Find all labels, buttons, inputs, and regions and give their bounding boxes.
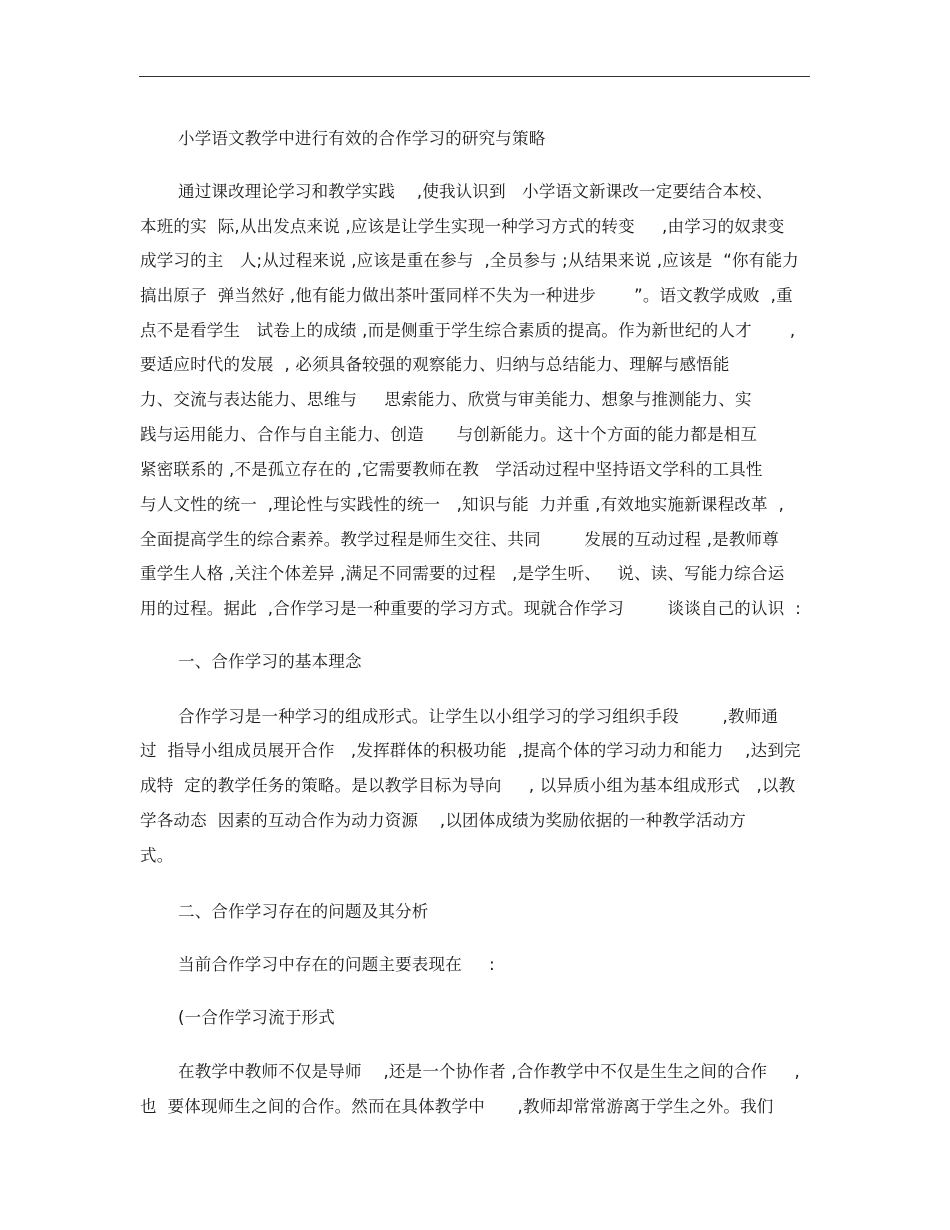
intro-line: 本班的实 际,从出发点来说 ,应该是让学生实现一种学习方式的转变 ,由学习的奴隶变 bbox=[140, 217, 785, 236]
intro-line: 通过课改理论学习和教学实践 ,使我认识到 小学语文新课改一定要结合本校、 bbox=[178, 182, 773, 201]
intro-line: 践与运用能力、合作与自主能力、创造 与创新能力。这十个方面的能力都是相互 bbox=[140, 425, 758, 444]
section1-line: 学各动态 因素的互动合作为动力资源 ,以团体成绩为奖励依据的一种教学活动方 bbox=[140, 811, 746, 830]
subsection-heading: (一合作学习流于形式 bbox=[178, 1008, 335, 1027]
intro-line: 点不是看学生 试卷上的成绩 ,而是侧重于学生综合素质的提高。作为新世纪的人才 , bbox=[140, 321, 796, 340]
subsection1-line: 也 要体现师生之间的合作。然而在具体教学中 ,教师却常常游离于学生之外。我们 bbox=[140, 1097, 774, 1116]
section1-line: 成特 定的教学任务的策略。是以教学目标为导向 , 以异质小组为基本组成形式 ,以教 bbox=[140, 776, 796, 795]
intro-line: 用的过程。据此 ,合作学习是一种重要的学习方式。现就合作学习 谈谈自己的认识 : bbox=[140, 599, 802, 618]
intro-line: 与人文性的统一 ,理论性与实践性的统一 ,知识与能 力并重 ,有效地实施新课程改革 , bbox=[140, 495, 785, 514]
intro-line: 力、交流与表达能力、思维与 思索能力、欣赏与审美能力、想象与推测能力、实 bbox=[140, 390, 752, 409]
section-heading: 二、合作学习存在的问题及其分析 bbox=[178, 902, 429, 921]
intro-line: 成学习的主 人;从过程来说 ,应该是重在参与 ,全员参与 ;从结果来说 ,应该是 “你有能力 bbox=[140, 251, 799, 270]
document-title: 小学语文教学中进行有效的合作学习的研究与策略 bbox=[178, 129, 546, 148]
intro-line: 全面提高学生的综合素养。教学过程是师生交往、共同 发展的互动过程 ,是教师尊 bbox=[140, 530, 779, 549]
section1-line: 式。 bbox=[140, 846, 174, 865]
header-rule bbox=[139, 76, 810, 77]
section-heading: 一、合作学习的基本理念 bbox=[178, 652, 362, 671]
section2-intro: 当前合作学习中存在的问题主要表现在 : bbox=[178, 955, 495, 974]
intro-line: 要适应时代的发展 , 必须具备较强的观察能力、归纳与总结能力、理解与感悟能 bbox=[140, 355, 730, 374]
section1-line: 合作学习是一种学习的组成形式。让学生以小组学习的学习组织手段 ,教师通 bbox=[178, 707, 779, 726]
subsection1-line: 在教学中教师不仅是导师 ,还是一个协作者 ,合作教学中不仅是生生之间的合作 , bbox=[178, 1062, 800, 1081]
section1-line: 过 指导小组成员展开合作 ,发挥群体的积极功能 ,提高个体的学习动力和能力 ,达到完 bbox=[140, 741, 801, 760]
intro-line: 搞出原子 弹当然好 ,他有能力做出茶叶蛋同样不失为一种进步 ”。语文教学成败 ,重 bbox=[140, 286, 793, 305]
intro-line: 重学生人格 ,关注个体差异 ,满足不同需要的过程 ,是学生听、 说、读、写能力综合运 bbox=[140, 564, 785, 583]
intro-line: 紧密联系的 ,不是孤立存在的 ,它需要教师在教 学活动过程中坚持语文学科的工具性 bbox=[140, 460, 763, 479]
